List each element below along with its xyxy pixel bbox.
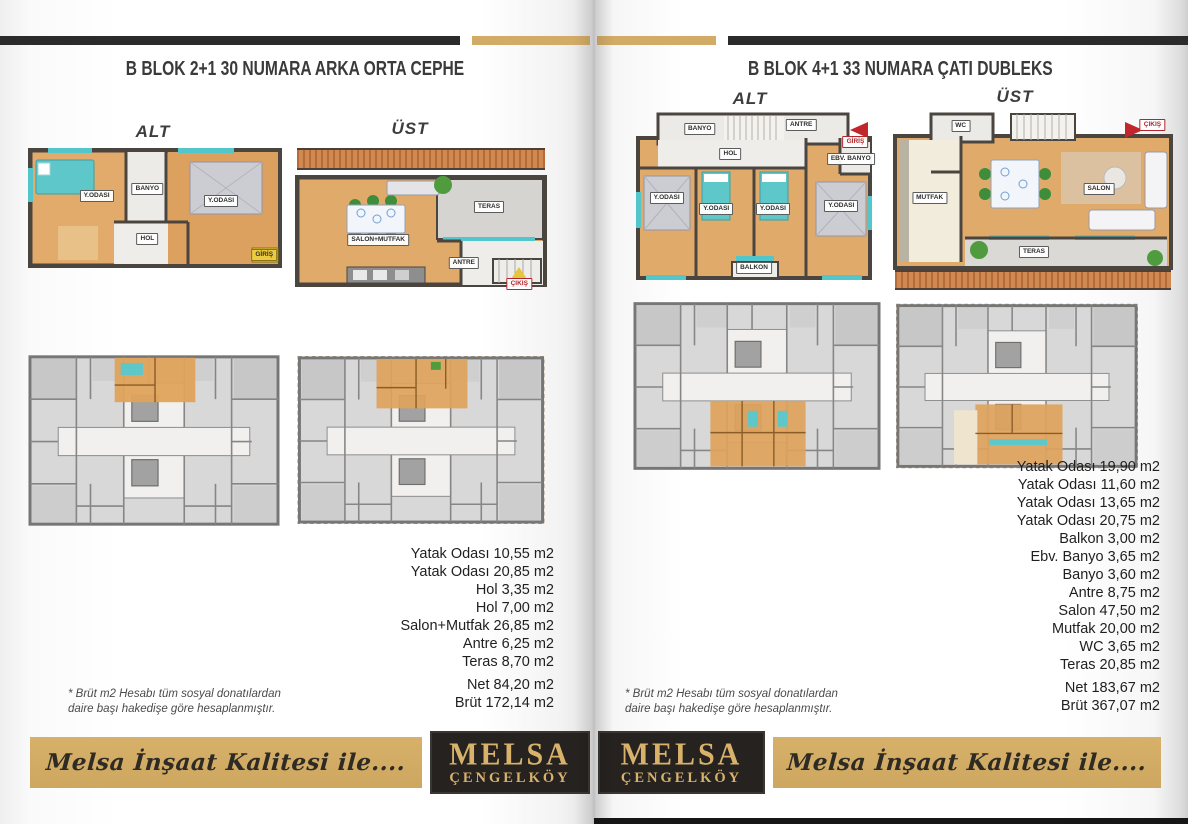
- footer-slogan: Melsa İnşaat Kalitesi ile....: [786, 749, 1148, 776]
- measurement-row: Antre 6,25 m2: [462, 636, 554, 652]
- room-label: SALON: [1083, 183, 1114, 195]
- measurement-row: Yatak Odası 11,60 m2: [1017, 477, 1160, 493]
- keyplan-graphic: [633, 300, 881, 472]
- plant-icon: [1147, 250, 1163, 266]
- measurement-row: Antre 8,75 m2: [1068, 585, 1160, 601]
- room-label: Y.ODASI: [824, 200, 858, 212]
- roof-strip: [297, 148, 545, 170]
- measurement-list-right: [900, 458, 1160, 715]
- measurement-row: Yatak Odası 20,75 m2: [1016, 513, 1160, 529]
- footnote-line: * Brüt m2 Hesabı tüm sosyal donatılardan: [68, 688, 281, 700]
- entrance-label: GİRİŞ: [251, 249, 277, 261]
- brand-logo-left: [430, 731, 590, 794]
- measurement-row: Banyo 3,60 m2: [1062, 567, 1160, 583]
- measurement-row: Balkon 3,00 m2: [1059, 531, 1160, 547]
- floorplan-right-ust: [893, 112, 1175, 292]
- page-title-left-text: B BLOK 2+1 30 NUMARA ARKA ORTA CEPHE: [125, 58, 465, 80]
- page-right: [594, 0, 1188, 824]
- keyplan-graphic: [296, 356, 546, 524]
- room-label: BALKON: [736, 262, 772, 274]
- measurement-total-row: Net 84,20 m2: [466, 677, 554, 693]
- unit-highlight: [377, 359, 468, 408]
- measurement-row: Mutfak 20,00 m2: [1052, 621, 1160, 637]
- room-label: SALON+MUTFAK: [347, 234, 409, 246]
- measurement-row: Yatak Odası 20,85 m2: [410, 564, 554, 580]
- room-label: HOL: [137, 233, 159, 245]
- top-bar-black-right: [728, 36, 1188, 45]
- room-label: Y.ODASI: [204, 195, 238, 207]
- stairs-icon: [724, 116, 784, 144]
- plan-label-alt-right: ALT: [732, 89, 768, 108]
- room-label: EBV. BANYO: [827, 153, 875, 165]
- top-bar-gold-right: [597, 36, 716, 45]
- unit-highlight: [710, 401, 805, 466]
- plan-label-ust-right: ÜST: [996, 87, 1034, 106]
- measurement-row: Yatak Odası 13,65 m2: [1016, 495, 1160, 511]
- logo-name: MELSA: [620, 736, 743, 772]
- room-label: ANTRE: [449, 257, 479, 269]
- measurement-totals-right: [900, 679, 1160, 715]
- room-label: Y.ODASI: [699, 203, 733, 215]
- footnote-line: daire başı hakedişe göre hesaplanmıştır.: [625, 703, 833, 715]
- kitchen-counter-icon: [347, 267, 425, 283]
- keyplan-left-ust: [296, 356, 546, 524]
- room-label: WC: [951, 120, 970, 132]
- plant-icon: [970, 241, 988, 259]
- exit-label: ÇIKIŞ: [1140, 119, 1165, 131]
- measurement-total-row: Brüt 172,14 m2: [454, 695, 554, 711]
- logo-subname: ÇENGELKÖY: [449, 769, 571, 786]
- measurement-row: Teras 20,85 m2: [1060, 657, 1160, 673]
- top-bar-gold-left: [472, 36, 590, 45]
- top-bar-black-left: [0, 36, 460, 45]
- measurement-row: Yatak Odası 10,55 m2: [410, 546, 554, 562]
- measurement-row: Teras 8,70 m2: [462, 654, 554, 670]
- measurement-row: WC 3,65 m2: [1079, 639, 1160, 655]
- plan-label-ust-left: ÜST: [391, 119, 429, 138]
- room-label: MUTFAK: [912, 192, 947, 204]
- room-label: HOL: [720, 148, 742, 160]
- footnote-line: * Brüt m2 Hesabı tüm sosyal donatılardan: [625, 688, 838, 700]
- rug-area: [1061, 152, 1141, 204]
- room-label: Y.ODASI: [650, 192, 684, 204]
- unit-highlight-kitchen: [954, 410, 977, 464]
- room-label: Y.ODASI: [80, 190, 114, 202]
- unit-highlight: [975, 404, 1062, 464]
- bed-icon: [36, 160, 94, 194]
- measurement-total-row: Brüt 367,07 m2: [1060, 698, 1160, 714]
- measurement-row: Hol 7,00 m2: [475, 600, 554, 616]
- keyplan-graphic: [28, 353, 280, 528]
- measurement-row: Salon+Mutfak 26,85 m2: [400, 618, 554, 634]
- floorplan-right-alt: [636, 112, 872, 280]
- closet-area: [58, 226, 98, 260]
- footnote-left: [68, 687, 378, 717]
- measurement-row: Yatak Odası 19,90 m2: [1016, 459, 1160, 475]
- page-title-right: [660, 58, 1140, 81]
- room-label: TERAS: [1019, 246, 1049, 258]
- page-title-left: [35, 58, 555, 81]
- footnote-right: [625, 687, 935, 717]
- logo-name: MELSA: [449, 736, 571, 772]
- stairs-icon: [1011, 114, 1075, 140]
- measurement-rooms-left: [298, 545, 554, 671]
- keyplan-graphic: [896, 300, 1138, 472]
- room-label: BANYO: [132, 183, 163, 195]
- exit-label: ÇIKIŞ: [507, 278, 532, 290]
- roof-strip: [895, 270, 1171, 290]
- floorplan-left-ust-graphic: [295, 175, 547, 287]
- measurement-total-row: Net 183,67 m2: [1064, 680, 1160, 696]
- measurement-row: Ebv. Banyo 3,65 m2: [1030, 549, 1160, 565]
- keyplan-right-ust: [896, 300, 1138, 472]
- footnote-line: daire başı hakedişe göre hesaplanmıştır.: [68, 703, 276, 715]
- measurement-row: Hol 3,35 m2: [475, 582, 554, 598]
- measurement-row: Salon 47,50 m2: [1058, 603, 1160, 619]
- sofa-icon: [387, 181, 439, 195]
- room-label: TERAS: [474, 201, 504, 213]
- terrace-area: [965, 238, 1167, 266]
- page-title-right-text: B BLOK 4+1 33 NUMARA ÇATI DUBLEKS: [747, 58, 1053, 80]
- floorplan-left-ust: [295, 148, 547, 288]
- bottom-edge-strip: [594, 818, 1188, 824]
- room-label: Y.ODASI: [756, 203, 790, 215]
- entrance-label: GİRİŞ: [843, 136, 869, 148]
- logo-subname: ÇENGELKÖY: [620, 769, 743, 786]
- room-label: ANTRE: [786, 119, 816, 131]
- floorplan-left-alt-graphic: [28, 148, 282, 268]
- footer-banner-left: [30, 737, 422, 788]
- keyplan-right-alt: [633, 300, 881, 472]
- floorplan-left-alt: [28, 148, 282, 268]
- room-label: BANYO: [684, 123, 715, 135]
- footer-banner-right: [773, 737, 1161, 788]
- brand-logo-right: [598, 731, 765, 794]
- plant-icon: [434, 176, 452, 194]
- footer-slogan: Melsa İnşaat Kalitesi ile....: [45, 749, 407, 776]
- plan-label-alt-left: ALT: [135, 122, 171, 141]
- measurement-rooms-right: [900, 458, 1160, 674]
- keyplan-left-alt: [28, 353, 280, 528]
